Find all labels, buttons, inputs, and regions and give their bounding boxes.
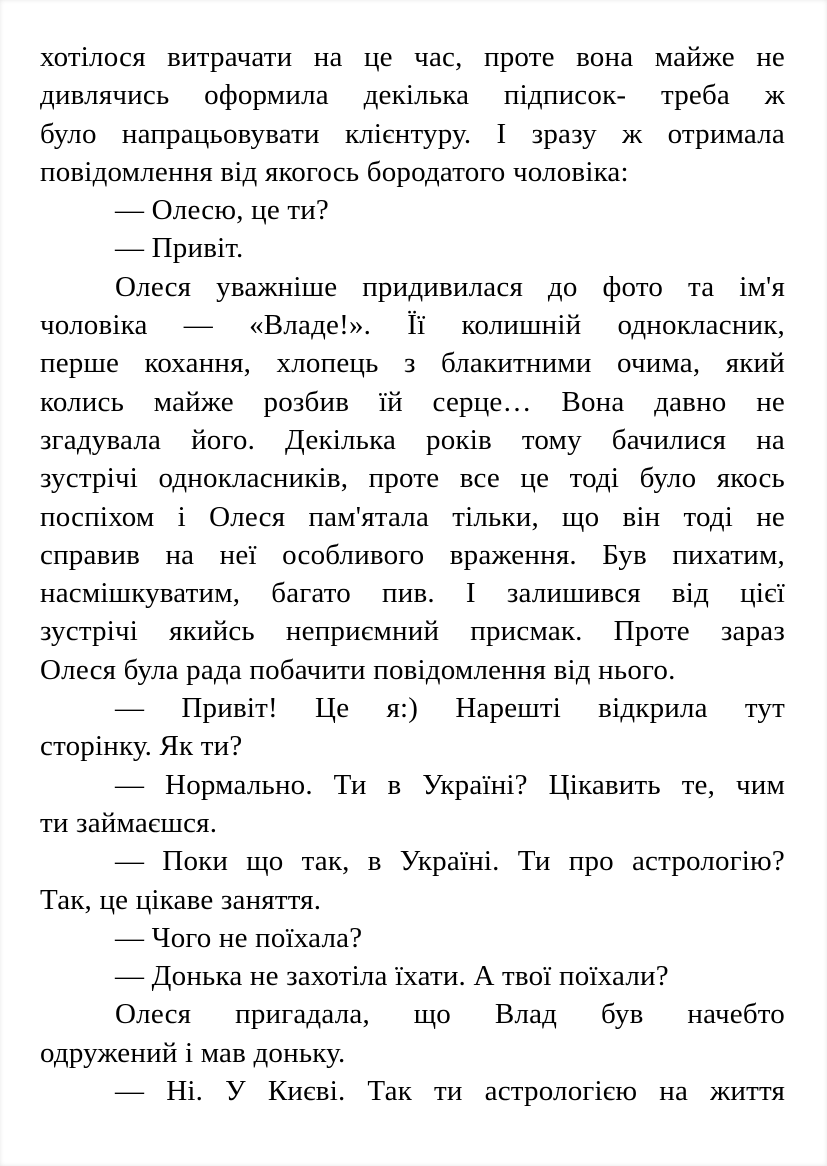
text-line: — Нормально. Ти в Україні? Цікавить те, чим [115, 768, 785, 801]
text-line: Олеся пригадала, що Влад був начебто [115, 998, 785, 1031]
text-line: Олеся була рада побачити повідомлення від нього. [40, 653, 676, 686]
text-line: чоловіка — «Владе!». Її колишній однокласник, [40, 309, 785, 342]
text-line: — Поки що так, в Україні. Ти про астрологію? [115, 845, 785, 878]
text-line: зустрічі однокласників, проте все це тоді було якось [40, 462, 785, 495]
text-line: перше кохання, хлопець з блакитними очима, який [40, 347, 785, 380]
text-line: дивлячись оформила декілька підписок- треба ж [40, 79, 785, 112]
page-text [40, 38, 785, 1110]
text-line: поспіхом і Олеся пам'ятала тільки, що він тоді не [40, 500, 785, 533]
text-line: колись майже розбив їй серце… Вона давно не [40, 385, 785, 418]
text-line: Олеся уважніше придивилася до фото та ім'я [115, 270, 785, 303]
text-line: — Чого не поїхала? [115, 921, 363, 954]
text-line: — Привіт. [115, 232, 244, 265]
text-line: Так, це цікаве заняття. [40, 883, 322, 916]
text-line: — Привіт! Це я:) Нарешті відкрила тут [115, 692, 785, 725]
text-line: було напрацьовувати клієнтуру. І зразу ж отримала [40, 117, 785, 150]
text-line: насмішкуватим, багато пив. І залишився від цієї [40, 577, 785, 610]
text-line: одружений і мав доньку. [40, 1036, 346, 1069]
text-line: сторінку. Як ти? [40, 730, 243, 763]
text-line: — Ні. У Києві. Так ти астрологією на життя [115, 1075, 785, 1108]
text-line: ти займаєшся. [40, 806, 218, 839]
text-line: повідомлення від якогось бородатого чоловіка: [40, 155, 629, 188]
text-line: — Олесю, це ти? [115, 194, 330, 227]
text-line: згадувала його. Декілька років тому бачилися на [40, 423, 785, 456]
text-line: хотілося витрачати на це час, проте вона майже не [40, 41, 785, 73]
text-line: справив на неї особливого враження. Був пихатим, [40, 538, 785, 571]
text-line: — Донька не захотіла їхати. А твої поїхали? [115, 960, 669, 993]
text-line: зустрічі якийсь неприємний присмак. Проте зараз [40, 615, 785, 648]
